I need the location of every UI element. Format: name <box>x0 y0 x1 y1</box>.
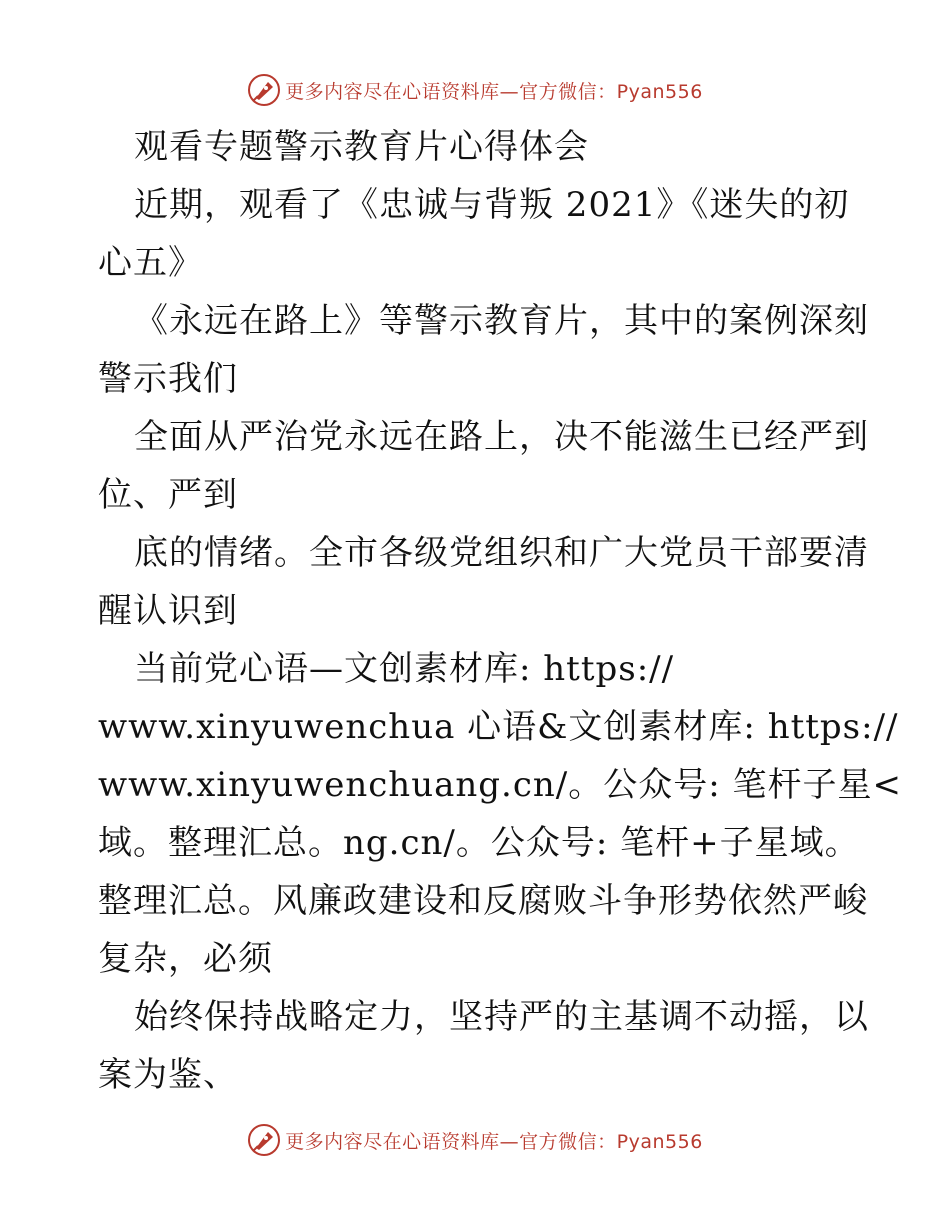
document-line: 全面从严治党永远在路上，决不能滋生已经严到 <box>134 417 869 457</box>
document-line: www.xinyuwenchua 心语&文创素材库: https:// <box>98 707 899 747</box>
document-line: 心五》 <box>98 243 203 283</box>
document-line: www.xinyuwenchuang.cn/。公众号: 笔杆子星< <box>98 765 902 805</box>
document-line: 《永远在路上》等警示教育片，其中的案例深刻 <box>134 301 869 341</box>
pen-nib-logo-icon <box>247 1123 281 1157</box>
pen-nib-logo-icon <box>247 73 281 107</box>
document-line: 复杂，必须 <box>98 939 273 979</box>
document-line: 域。整理汇总。ng.cn/。公众号: 笔杆+子星域。 <box>98 823 860 863</box>
document-line: 观看专题警示教育片心得体会 <box>134 127 589 167</box>
document-line: 当前党心语—文创素材库: https:// <box>134 649 675 689</box>
document-line: 底的情绪。全市各级党组织和广大党员干部要清 <box>134 533 869 573</box>
document-body <box>98 118 902 1104</box>
footer-watermark <box>0 1120 950 1160</box>
document-line: 位、严到 <box>98 475 238 515</box>
document-line: 案为鉴、 <box>98 1055 238 1095</box>
document-line: 整理汇总。风廉政建设和反腐败斗争形势依然严峻 <box>98 881 868 921</box>
document-line: 警示我们 <box>98 359 238 399</box>
document-line: 醒认识到 <box>98 591 238 631</box>
header-watermark <box>0 70 950 110</box>
document-line: 始终保持战略定力，坚持严的主基调不动摇，以 <box>134 997 869 1037</box>
document-line: 近期，观看了《忠诚与背叛 2021》《迷失的初 <box>134 185 850 225</box>
watermark-text: 更多内容尽在心语资料库—官方微信：Pyan556 <box>285 80 703 103</box>
watermark-text: 更多内容尽在心语资料库—官方微信：Pyan556 <box>285 1130 703 1153</box>
